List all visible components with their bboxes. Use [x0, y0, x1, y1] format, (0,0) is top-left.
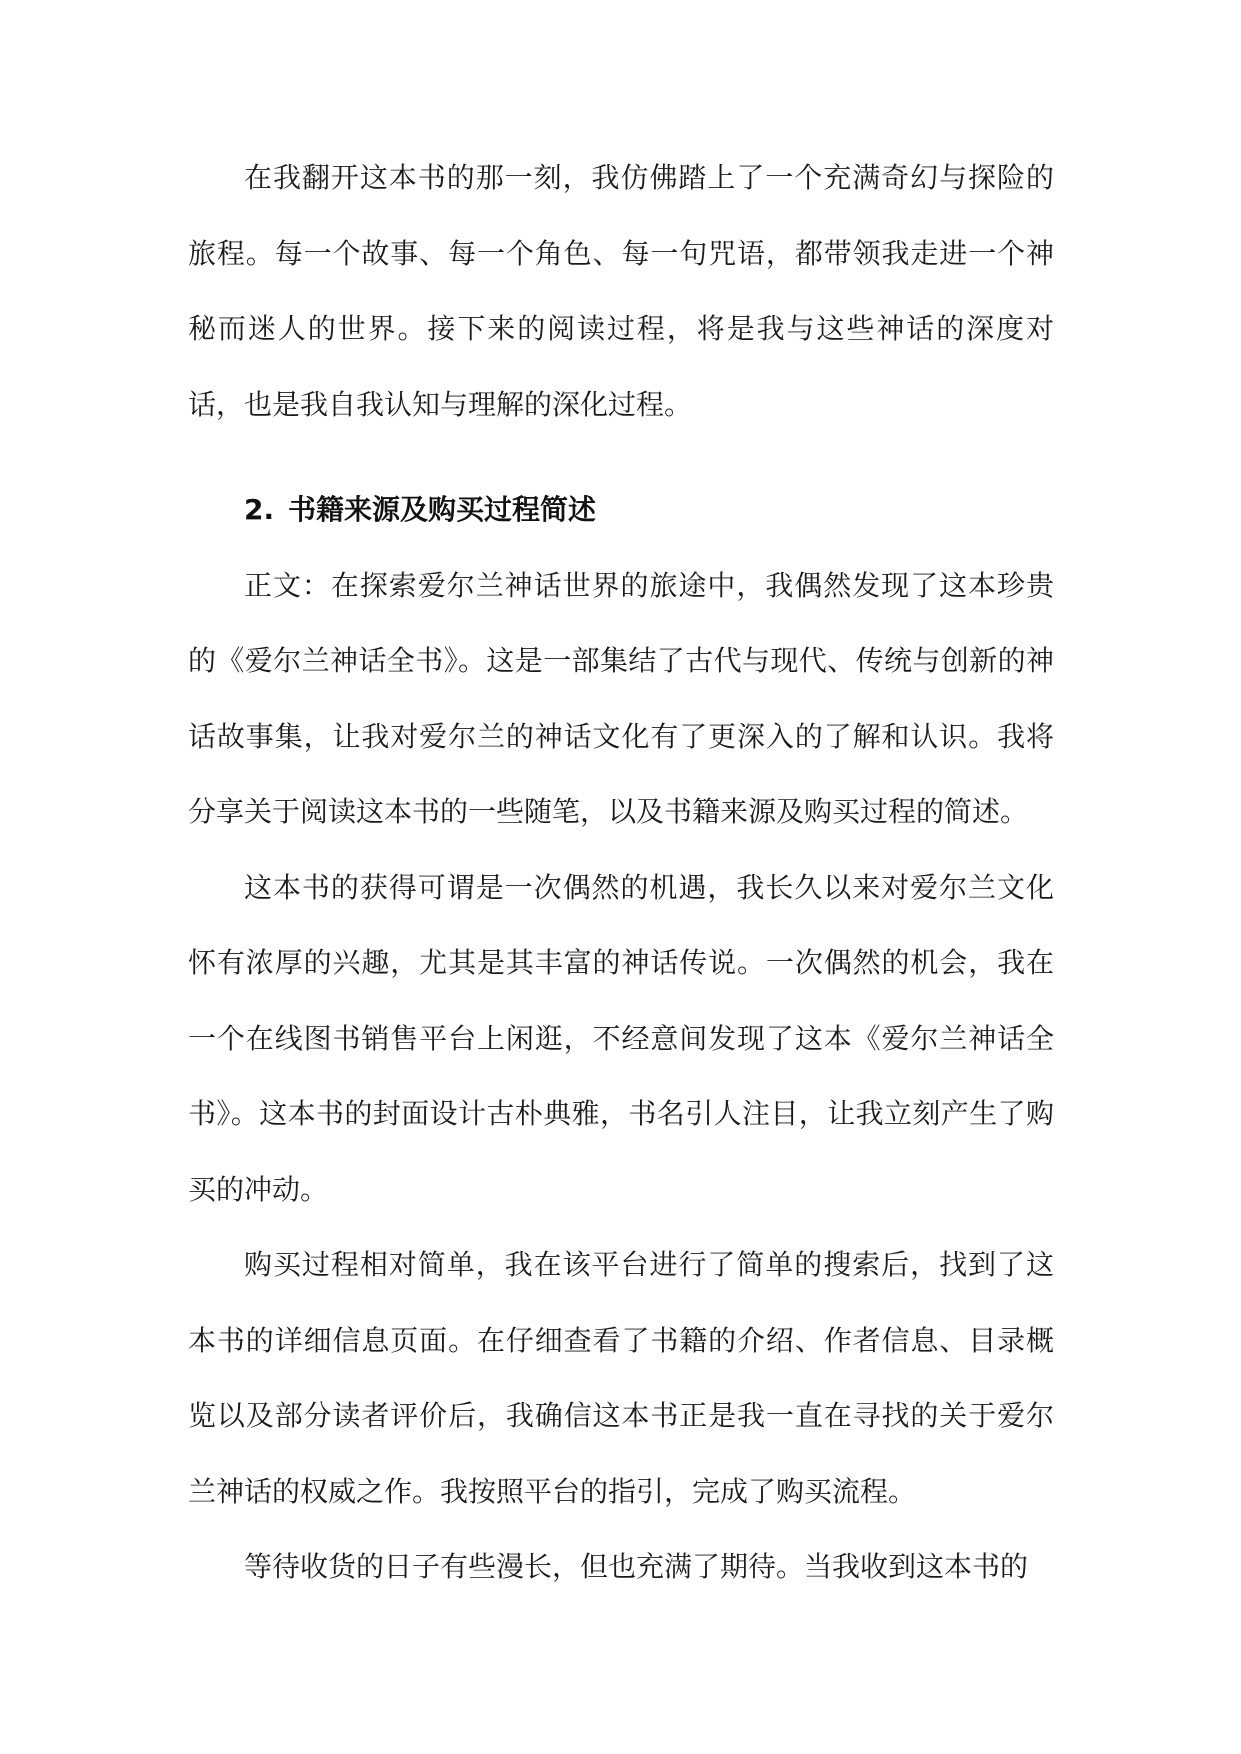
section-number: 2. [244, 493, 275, 526]
body-paragraph: 在我翻开这本书的那一刻，我仿佛踏上了一个充满奇幻与探险的旅程。每一个故事、每一个角色、每一句咒语，都带领我走进一个神秘而迷人的世界。接下来的阅读过程，将是我与这些神话的深度对话，也是我自我认知与理解的深化过程。 [188, 161, 1054, 421]
body-paragraph: 这本书的获得可谓是一次偶然的机遇，我长久以来对爱尔兰文化怀有浓厚的兴趣，尤其是其丰富的神话传说。一次偶然的机会，我在一个在线图书销售平台上闲逛，不经意间发现了这本《爱尔兰神话全书》。这本书的封面设计古朴典雅，书名引人注目，让我立刻产生了购买的冲动。 [188, 870, 1054, 1206]
body-paragraph: 正文：在探索爱尔兰神话世界的旅途中，我偶然发现了这本珍贵的《爱尔兰神话全书》。这是一部集结了古代与现代、传统与创新的神话故事集，让我对爱尔兰的神话文化有了更深入的了解和认识。我将分享关于阅读这本书的一些随笔，以及书籍来源及购买过程的简述。 [188, 568, 1054, 828]
section-heading [188, 472, 1054, 548]
body-paragraph: 购买过程相对简单，我在该平台进行了简单的搜索后，找到了这本书的详细信息页面。在仔细查看了书籍的介绍、作者信息、目录概览以及部分读者评价后，我确信这本书正是我一直在寻找的关于爱尔兰神话的权威之作。我按照平台的指引，完成了购买流程。 [188, 1248, 1054, 1508]
document-body [188, 140, 1054, 1605]
body-paragraph: 等待收货的日子有些漫长，但也充满了期待。当我收到这本书的 [244, 1550, 1029, 1583]
section-title: 书籍来源及购买过程简述 [288, 493, 597, 526]
